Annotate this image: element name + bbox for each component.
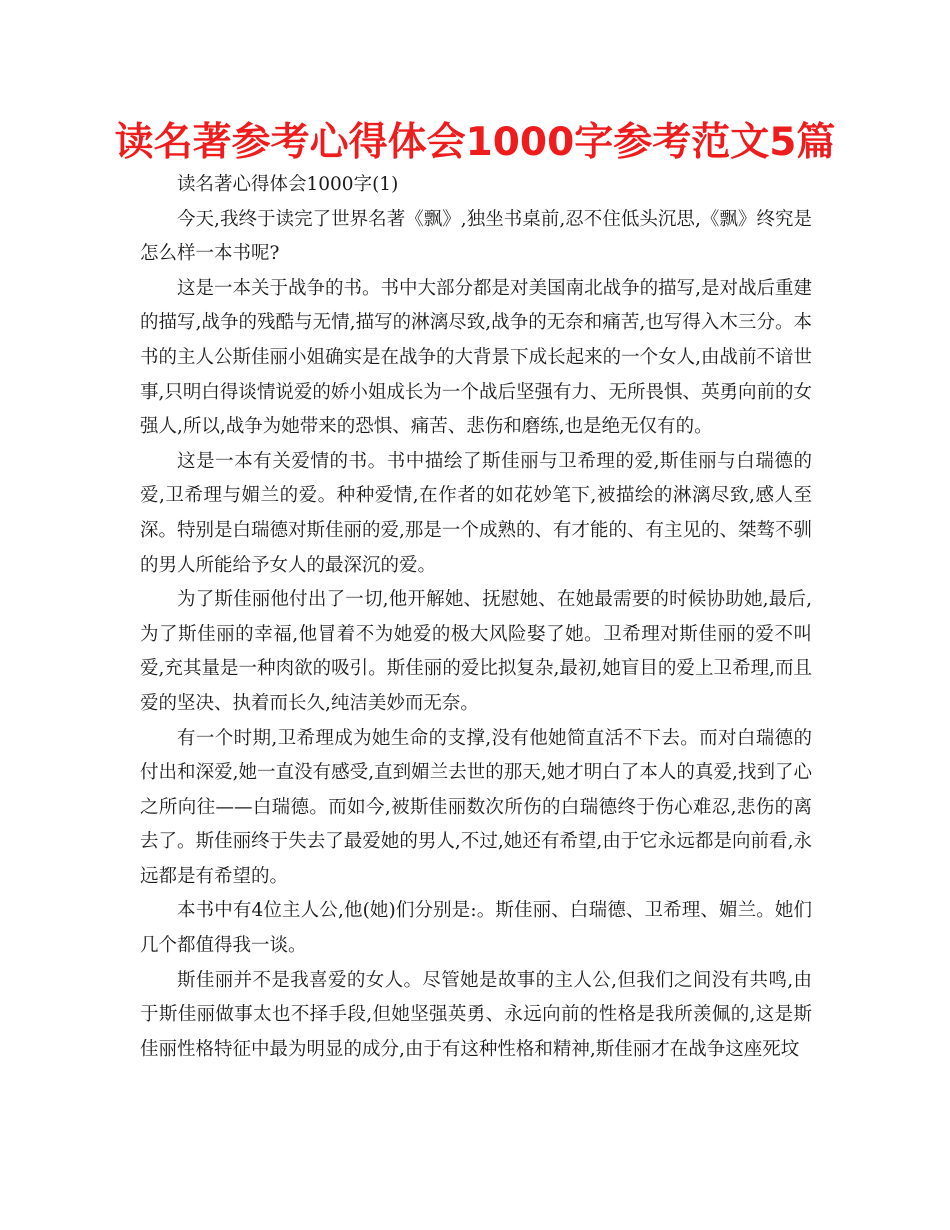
- paragraph-5: 有一个时期,卫希理成为她生命的支撑,没有他她简直活不下去。而对白瑞德的付出和深爱,她一直没有感受,直到媚兰去世的那天,她才明白了本人的真爱,找到了心之所向往——白瑞德。而如今,被斯佳丽数次所伤的白瑞德终于伤心难忍,悲伤的离去了。斯佳丽终于失去了最爱她的男人,不过,她还有希望,由于它永远都是向前看,永远都是有希望的。: [140, 727, 812, 887]
- paragraph-6: 本书中有4位主人公,他(她)们分别是:。斯佳丽、白瑞德、卫希理、媚兰。她们几个都值得我一谈。: [140, 900, 812, 957]
- paragraph-2: 这是一本关于战争的书。书中大部分都是对美国南北战争的描写,是对战后重建的描写,战争的残酷与无情,描写的淋漓尽致,战争的无奈和痛苦,也写得入木三分。本书的主人公斯佳丽小姐确实是在战争的大背景下成长起来的一个女人,由战前不谙世事,只明白得谈情说爱的娇小姐成长为一个战后坚强有力、无所畏惧、英勇向前的女强人,所以,战争为她带来的恐惧、痛苦、悲伤和磨练,也是绝无仅有的。: [140, 277, 812, 438]
- paragraph-7: 斯佳丽并不是我喜爱的女人。尽管她是故事的主人公,但我们之间没有共鸣,由于斯佳丽做事太也不择手段,但她坚强英勇、永远向前的性格是我所羡佩的,这是斯佳丽性格特征中最为明显的成分,由于有这种性格和精神,斯佳丽才在战争这座死坟: [140, 969, 812, 1060]
- paragraph-3: 这是一本有关爱情的书。书中描绘了斯佳丽与卫希理的爱,斯佳丽与白瑞德的爱,卫希理与媚兰的爱。种种爱情,在作者的如花妙笔下,被描绘的淋漓尽致,感人至深。特别是白瑞德对斯佳丽的爱,那是一个成熟的、有才能的、有主见的、桀骜不驯的男人所能给予女人的最深沉的爱。: [140, 450, 812, 576]
- section-subtitle: 读名著心得体会1000字(1): [177, 174, 399, 195]
- paragraph-1: 今天,我终于读完了世界名著《飘》,独坐书桌前,忍不住低头沉思,《飘》终究是怎么样一本书呢?: [140, 208, 812, 265]
- paragraph-4: 为了斯佳丽他付出了一切,他开解她、抚慰她、在她最需要的时候协助她,最后,为了斯佳丽的幸福,他冒着不为她爱的极大风险娶了她。卫希理对斯佳丽的爱不叫爱,充其量是一种肉欲的吸引。斯佳丽的爱比拟复杂,最初,她盲目的爱上卫希理,而且爱的坚决、执着而长久,纯洁美妙而无奈。: [140, 589, 812, 714]
- document-title: 读名著参考心得体会1000字参考范文5篇: [114, 120, 836, 165]
- document-body: [140, 168, 812, 1067]
